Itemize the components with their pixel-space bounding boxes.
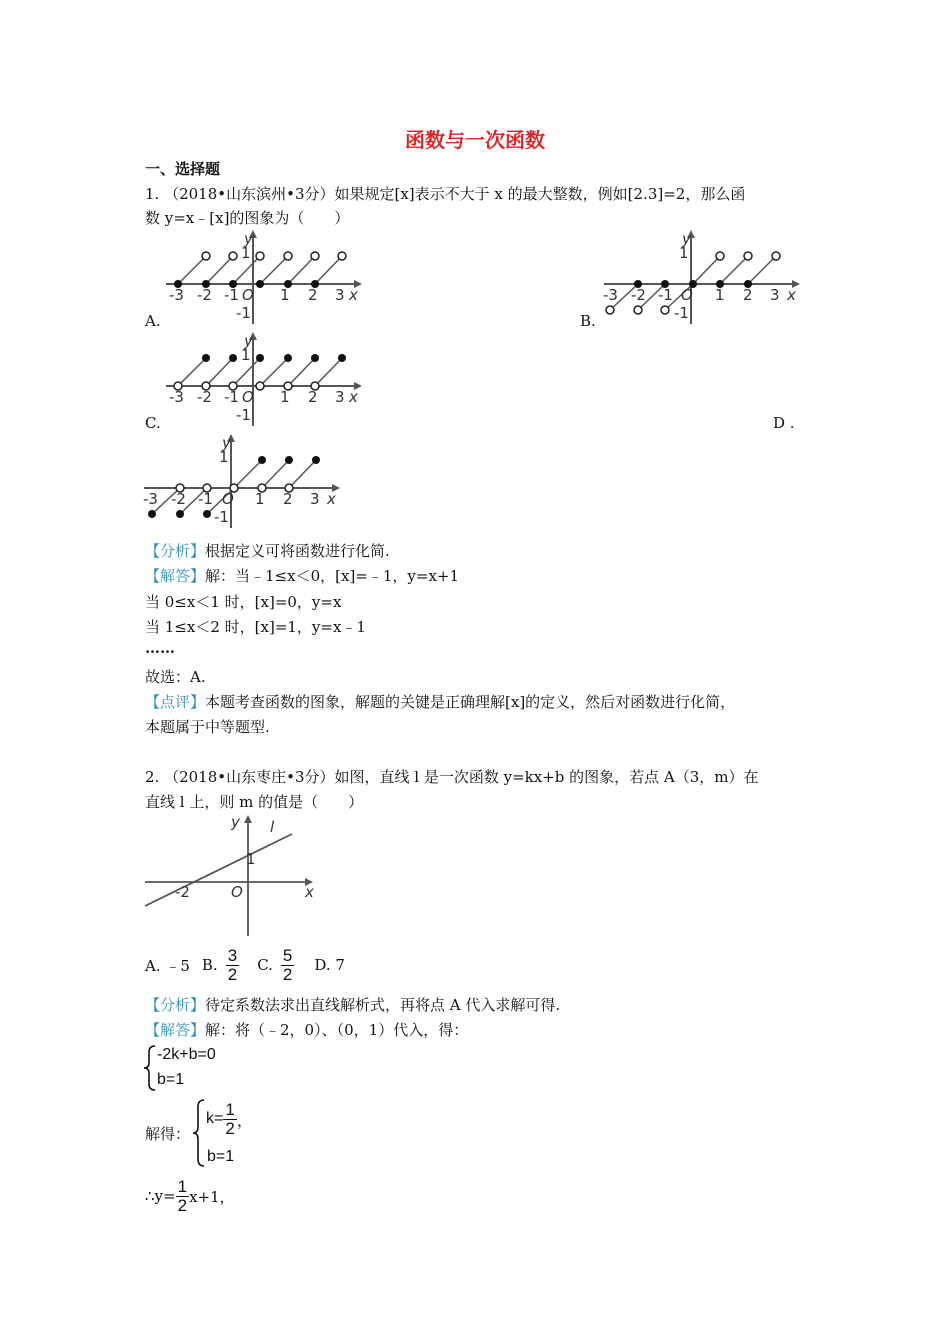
q1-graph-b: [598, 228, 803, 328]
tick-label: -3: [169, 286, 184, 304]
q2-analysis: [145, 994, 560, 1015]
tick-label: -2: [197, 388, 212, 406]
solution-k: [206, 1098, 253, 1140]
q2-answer: [145, 1019, 468, 1040]
y-axis-label: y: [222, 434, 231, 452]
origin-label: O: [242, 388, 254, 406]
origin-label: O: [242, 286, 254, 304]
answer-text: 解：将（﹣2，0）、（0，1）代入，得：: [205, 1021, 469, 1039]
q2-option-b[interactable]: B.: [201, 956, 218, 974]
tick-label: -2: [171, 490, 186, 508]
y-tick-label: 1: [246, 850, 256, 868]
x-axis-label: x: [349, 286, 358, 304]
left-brace-icon: [143, 1044, 157, 1092]
analysis-text: 根据定义可将函数进行化简.: [205, 542, 390, 560]
system-eq1: -2k+b=0: [157, 1046, 216, 1063]
q1-option-c-label[interactable]: C.: [145, 414, 161, 432]
tick-label: -3: [143, 490, 158, 508]
q2-stem-line1: 2. （2018•山东枣庄•3分）如图，直线 l 是一次函数 y=kx+b 的图象，若点 A（3，m）在: [145, 768, 759, 786]
origin-label: O: [681, 286, 693, 304]
tick-label: -1: [224, 286, 239, 304]
system-eq2: b=1: [157, 1071, 185, 1088]
q1-graph-a: [160, 228, 365, 328]
numerator: 3: [227, 945, 238, 965]
q2-result: [145, 1174, 235, 1218]
y-axis-label: y: [231, 813, 240, 831]
tick-label: 1: [255, 490, 265, 508]
answer-tag: 【解答】: [145, 567, 206, 585]
comment-tag: 【点评】: [145, 693, 206, 711]
q1-ellipsis: ……: [145, 639, 175, 657]
q1-stem-line1: 1. （2018•山东滨州•3分）如果规定[x]表示不大于 x 的最大整数，例如[2.3]=2，那么函: [145, 185, 746, 203]
tick-label: 3: [770, 286, 780, 304]
answer-text: 解：当﹣1≤x＜0，[x]=﹣1，y=x+1: [205, 567, 460, 585]
origin-label: O: [231, 883, 243, 901]
k-prefix: k=: [206, 1110, 224, 1127]
q1-answer-line3: 当 1≤x＜2 时，[x]=1，y=x﹣1: [145, 618, 366, 636]
denominator: 2: [227, 964, 238, 984]
tick-label: 1: [280, 286, 290, 304]
x-tick-label: -2: [175, 883, 190, 901]
q1-choice: 故选：A.: [145, 668, 206, 686]
numerator: 1: [225, 1099, 235, 1119]
tick-label: -3: [169, 388, 184, 406]
tick-label: -3: [603, 286, 618, 304]
q2-option-c[interactable]: C.: [257, 956, 273, 974]
tick-label: -1: [236, 304, 251, 322]
result-fraction: [176, 1178, 189, 1215]
tick-label: -1: [214, 508, 229, 526]
x-axis-label: x: [349, 388, 358, 406]
k-fraction: [223, 1101, 236, 1138]
analysis-tag: 【分析】: [145, 542, 206, 560]
tick-label: 3: [335, 388, 345, 406]
tick-label: 2: [283, 490, 293, 508]
therefore-prefix: ∴y=: [145, 1187, 176, 1205]
q1-stem-line2: 数 y=x﹣[x]的图象为（ ）: [145, 209, 350, 227]
tick-label: 2: [308, 286, 318, 304]
q2-option-b-fraction: [226, 947, 239, 984]
tick-label: 1: [241, 244, 251, 262]
tick-label: 1: [241, 346, 251, 364]
page-title: 函数与一次函数: [405, 128, 545, 152]
q1-option-a-label[interactable]: A.: [145, 312, 161, 330]
result-suffix: x+1，: [189, 1187, 235, 1206]
tick-label: 2: [743, 286, 753, 304]
tick-label: 2: [308, 388, 318, 406]
q2-option-c-fraction: [281, 947, 294, 984]
section-heading: 一、选择题: [145, 160, 221, 178]
q1-graph-d: [138, 432, 343, 532]
numerator: 5: [282, 945, 293, 965]
answer-tag: 【解答】: [145, 1021, 206, 1039]
x-axis-label: x: [787, 286, 796, 304]
comment-text: 本题考查函数的图象，解题的关键是正确理解[x]的定义，然后对函数进行化简，: [205, 693, 736, 711]
tick-label: -2: [631, 286, 646, 304]
tick-label: 1: [280, 388, 290, 406]
tick-label: -1: [658, 286, 673, 304]
tick-label: 1: [715, 286, 725, 304]
q2-option-a[interactable]: A. ﹣5: [145, 956, 190, 975]
q1-graph-c: [160, 330, 365, 430]
solve-label: 解得：: [145, 1125, 191, 1143]
denominator: 2: [177, 1195, 188, 1215]
tick-label: -1: [224, 388, 239, 406]
x-axis-label: x: [327, 490, 336, 508]
tick-label: 3: [335, 286, 345, 304]
q1-analysis: [145, 540, 390, 561]
y-axis-label: y: [244, 230, 253, 248]
q1-option-d-label[interactable]: D .: [773, 414, 795, 432]
numerator: 1: [177, 1176, 188, 1196]
q1-comment-line2: 本题属于中等题型.: [145, 718, 270, 736]
k-suffix: ，: [236, 1112, 253, 1130]
denominator: 2: [282, 964, 293, 984]
q2-graph: [140, 812, 320, 940]
q1-comment: [145, 691, 735, 712]
y-axis-label: y: [244, 332, 253, 350]
tick-label: 1: [219, 448, 229, 466]
left-brace-icon: [192, 1098, 206, 1168]
q1-answer-line2: 当 0≤x＜1 时，[x]=0，y=x: [145, 593, 342, 611]
origin-label: O: [222, 490, 234, 508]
tick-label: -1: [198, 490, 213, 508]
line-label: l: [270, 818, 275, 836]
tick-label: 3: [310, 490, 320, 508]
y-axis-label: y: [682, 230, 691, 248]
q2-stem-line2: 直线 l 上，则 m 的值是（ ）: [145, 793, 364, 811]
q1-option-b-label[interactable]: B.: [580, 312, 596, 330]
tick-label: -1: [236, 406, 251, 424]
analysis-tag: 【分析】: [145, 996, 206, 1014]
analysis-text: 待定系数法求出直线解析式，再将点 A 代入求解可得.: [205, 996, 561, 1014]
tick-label: -2: [197, 286, 212, 304]
tick-label: -1: [674, 304, 689, 322]
denominator: 2: [225, 1118, 235, 1138]
x-axis-label: x: [305, 883, 314, 901]
q2-options: [145, 943, 345, 987]
q1-answer: [145, 565, 459, 586]
q2-option-d[interactable]: D. 7: [314, 956, 345, 974]
solution-b: b=1: [207, 1148, 235, 1165]
tick-label: 1: [679, 244, 689, 262]
